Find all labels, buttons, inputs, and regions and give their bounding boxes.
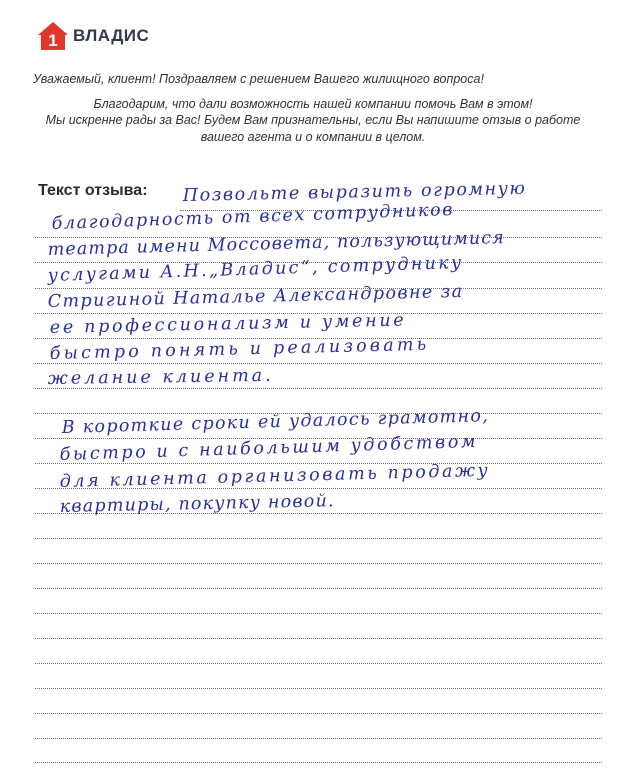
handwritten-line: Позвольте выразить огромную (182, 178, 527, 206)
handwritten-line: желание клиента. (47, 365, 274, 389)
ruled-line (35, 363, 602, 364)
ruled-line (35, 538, 602, 539)
brand-name: ВЛАДИС (73, 26, 150, 45)
handwritten-line: благодарность от всех сотрудников (51, 199, 455, 234)
intro-text (33, 71, 593, 145)
handwritten-line: быстро и с наибольшим удобством (59, 431, 479, 465)
intro-line-1: Благодарим, что дали возможность нашей компании помочь Вам в этом! (93, 96, 533, 111)
badge-number: 1 (48, 31, 58, 50)
greeting-text: Уважаемый, клиент! Поздравляем с решением Вашего жилищного вопроса! (33, 72, 484, 86)
handwritten-line: ее профессионализм и умение (49, 310, 407, 338)
ruled-line (35, 388, 602, 389)
ruled-line (35, 638, 602, 639)
ruled-line (35, 762, 602, 763)
intro-line-2: Мы искренне рады за Вас! Будем Вам признательны, если Вы напишите отзыв о работе (45, 113, 581, 127)
vladis-logo (37, 21, 149, 51)
handwritten-line: квартиры, покупку новой. (59, 491, 335, 517)
house-badge-icon (37, 20, 69, 52)
ruled-line (35, 713, 602, 714)
ruled-line (35, 688, 602, 689)
intro-line-3: вашего агента и о компании в целом. (200, 129, 426, 144)
handwritten-line: театра имени Моссовета, пользующимися (47, 228, 506, 260)
ruled-line (35, 463, 602, 464)
handwritten-line: быстро понять и реализовать (49, 334, 430, 364)
ruled-line (35, 613, 602, 614)
ruled-line (35, 588, 602, 589)
handwritten-line: Стригиной Наталье Александровне за (47, 281, 464, 312)
handwritten-line: услугами А.Н.„Владис“, сотруднику (47, 252, 464, 286)
ruled-line (35, 563, 602, 564)
ruled-line (35, 663, 602, 664)
handwritten-line: В короткие сроки ей удалось грамотно, (61, 406, 490, 438)
review-label: Текст отзыва: (38, 182, 148, 199)
ruled-line (35, 738, 602, 739)
handwritten-line: для клиента организовать продажу (59, 460, 491, 492)
